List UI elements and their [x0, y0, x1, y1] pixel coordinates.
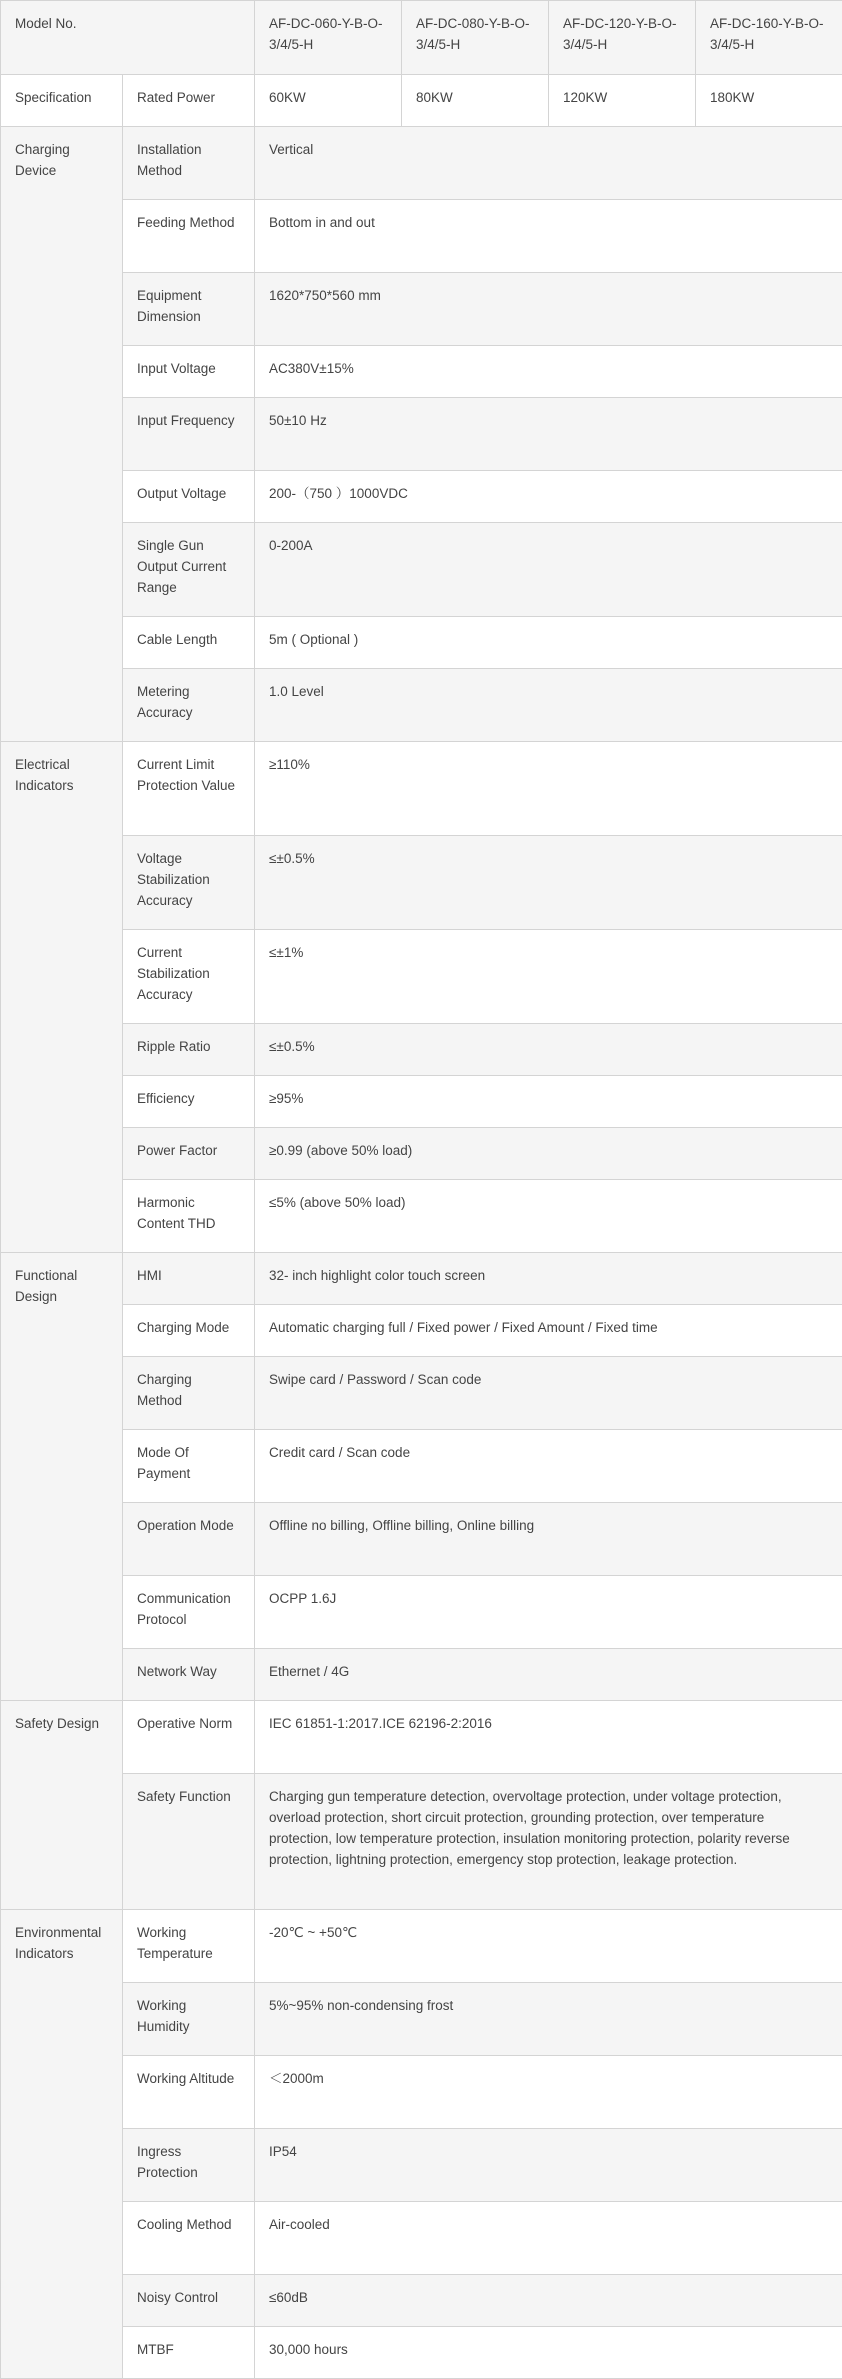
- row-value: OCPP 1.6J: [255, 1576, 842, 1649]
- row-value: ≥95%: [255, 1076, 842, 1128]
- row-label: HMI: [123, 1253, 255, 1305]
- row-label: Output Voltage: [123, 471, 255, 523]
- spec-row: [1, 2275, 842, 2327]
- row-label: Rated Power: [123, 75, 255, 127]
- spec-row: [1, 1701, 842, 1774]
- row-value: Swipe card / Password / Scan code: [255, 1357, 842, 1430]
- row-label: Input Frequency: [123, 398, 255, 471]
- group-label: Safety Design: [1, 1701, 123, 1910]
- spec-row: [1, 669, 842, 742]
- row-label: Cooling Method: [123, 2202, 255, 2275]
- model-cell: AF-DC-120-Y-B-O-3/4/5-H: [549, 1, 696, 75]
- row-label: Safety Function: [123, 1774, 255, 1910]
- group-label: Functional Design: [1, 1253, 123, 1701]
- spec-row: [1, 273, 842, 346]
- group-label: Charging Device: [1, 127, 123, 742]
- row-value: ＜2000m: [255, 2056, 842, 2129]
- row-value: ≤±0.5%: [255, 836, 842, 930]
- row-value: IP54: [255, 2129, 842, 2202]
- row-value: 50±10 Hz: [255, 398, 842, 471]
- row-label: Noisy Control: [123, 2275, 255, 2327]
- row-value: 200-（750 ）1000VDC: [255, 471, 842, 523]
- spec-row: [1, 1076, 842, 1128]
- spec-row: [1, 346, 842, 398]
- spec-row: [1, 200, 842, 273]
- row-value: Offline no billing, Offline billing, Online billing: [255, 1503, 842, 1576]
- row-value: Charging gun temperature detection, overvoltage protection, under voltage protection, overload protection, short circuit protection, grounding protection, over temperature protection, low temperature protection, insulation monitoring protection, polarity reverse protection, lightning protection, emergency stop protection, leakage protection.: [255, 1774, 842, 1910]
- rated-power-value: 120KW: [549, 75, 696, 127]
- row-value: Air-cooled: [255, 2202, 842, 2275]
- row-value: ≤5% (above 50% load): [255, 1180, 842, 1253]
- spec-row: [1, 930, 842, 1024]
- row-label: Current Limit Protection Value: [123, 742, 255, 836]
- row-value: 5m ( Optional ): [255, 617, 842, 669]
- row-value: ≤60dB: [255, 2275, 842, 2327]
- spec-row: [1, 836, 842, 930]
- spec-row: [1, 742, 842, 836]
- row-label: Efficiency: [123, 1076, 255, 1128]
- model-no-label: Model No.: [1, 1, 255, 75]
- row-label: Feeding Method: [123, 200, 255, 273]
- spec-row: [1, 1983, 842, 2056]
- row-label: Charging Method: [123, 1357, 255, 1430]
- spec-row: [1, 2202, 842, 2275]
- row-label: Cable Length: [123, 617, 255, 669]
- spec-row: [1, 1576, 842, 1649]
- spec-row: [1, 398, 842, 471]
- row-value: 0-200A: [255, 523, 842, 617]
- row-value: 5%~95% non-condensing frost: [255, 1983, 842, 2056]
- spec-row: [1, 127, 842, 200]
- spec-row: [1, 1180, 842, 1253]
- rated-power-value: 180KW: [696, 75, 842, 127]
- row-label: Operative Norm: [123, 1701, 255, 1774]
- spec-row: [1, 617, 842, 669]
- spec-row: [1, 1503, 842, 1576]
- model-cell: AF-DC-080-Y-B-O-3/4/5-H: [402, 1, 549, 75]
- model-cell: AF-DC-060-Y-B-O-3/4/5-H: [255, 1, 402, 75]
- row-value: Bottom in and out: [255, 200, 842, 273]
- rated-power-value: 80KW: [402, 75, 549, 127]
- row-value: ≥110%: [255, 742, 842, 836]
- spec-row: [1, 1910, 842, 1983]
- row-value: AC380V±15%: [255, 346, 842, 398]
- row-value: 1.0 Level: [255, 669, 842, 742]
- row-label: Charging Mode: [123, 1305, 255, 1357]
- group-label: Electrical Indicators: [1, 742, 123, 1253]
- row-label: Harmonic Content THD: [123, 1180, 255, 1253]
- row-label: Equipment Dimension: [123, 273, 255, 346]
- row-label: Ripple Ratio: [123, 1024, 255, 1076]
- spec-row: [1, 2327, 842, 2379]
- model-cell: AF-DC-160-Y-B-O-3/4/5-H: [696, 1, 842, 75]
- spec-row: [1, 1774, 842, 1910]
- row-value: ≥0.99 (above 50% load): [255, 1128, 842, 1180]
- row-label: Voltage Stabilization Accuracy: [123, 836, 255, 930]
- row-value: IEC 61851-1:2017.ICE 62196-2:2016: [255, 1701, 842, 1774]
- row-value: 30,000 hours: [255, 2327, 842, 2379]
- group-label: Environmental Indicators: [1, 1910, 123, 2379]
- spec-row: [1, 1128, 842, 1180]
- spec-row: [1, 1357, 842, 1430]
- spec-row: [1, 2129, 842, 2202]
- row-label: MTBF: [123, 2327, 255, 2379]
- header-row: [1, 1, 842, 75]
- row-label: Input Voltage: [123, 346, 255, 398]
- spec-row: [1, 2056, 842, 2129]
- row-value: 32- inch highlight color touch screen: [255, 1253, 842, 1305]
- row-label: Installation Method: [123, 127, 255, 200]
- spec-row: [1, 523, 842, 617]
- row-value: Vertical: [255, 127, 842, 200]
- row-label: Operation Mode: [123, 1503, 255, 1576]
- spec-table-body: [1, 1, 842, 2379]
- row-label: Communication Protocol: [123, 1576, 255, 1649]
- row-label: Working Altitude: [123, 2056, 255, 2129]
- row-value: ≤±0.5%: [255, 1024, 842, 1076]
- row-value: Ethernet / 4G: [255, 1649, 842, 1701]
- row-value: ≤±1%: [255, 930, 842, 1024]
- rated-power-row: [1, 75, 842, 127]
- row-value: Automatic charging full / Fixed power / Fixed Amount / Fixed time: [255, 1305, 842, 1357]
- row-value: 1620*750*560 mm: [255, 273, 842, 346]
- row-label: Mode Of Payment: [123, 1430, 255, 1503]
- row-value: -20℃ ~ +50℃: [255, 1910, 842, 1983]
- row-label: Power Factor: [123, 1128, 255, 1180]
- spec-row: [1, 1430, 842, 1503]
- row-label: Network Way: [123, 1649, 255, 1701]
- spec-row: [1, 1649, 842, 1701]
- row-label: Single Gun Output Current Range: [123, 523, 255, 617]
- spec-row: [1, 1024, 842, 1076]
- spec-row: [1, 1253, 842, 1305]
- row-label: Metering Accuracy: [123, 669, 255, 742]
- row-value: Credit card / Scan code: [255, 1430, 842, 1503]
- row-label: Working Temperature: [123, 1910, 255, 1983]
- spec-row: [1, 471, 842, 523]
- group-label: Specification: [1, 75, 123, 127]
- row-label: Working Humidity: [123, 1983, 255, 2056]
- rated-power-value: 60KW: [255, 75, 402, 127]
- row-label: Ingress Protection: [123, 2129, 255, 2202]
- spec-row: [1, 1305, 842, 1357]
- row-label: Current Stabilization Accuracy: [123, 930, 255, 1024]
